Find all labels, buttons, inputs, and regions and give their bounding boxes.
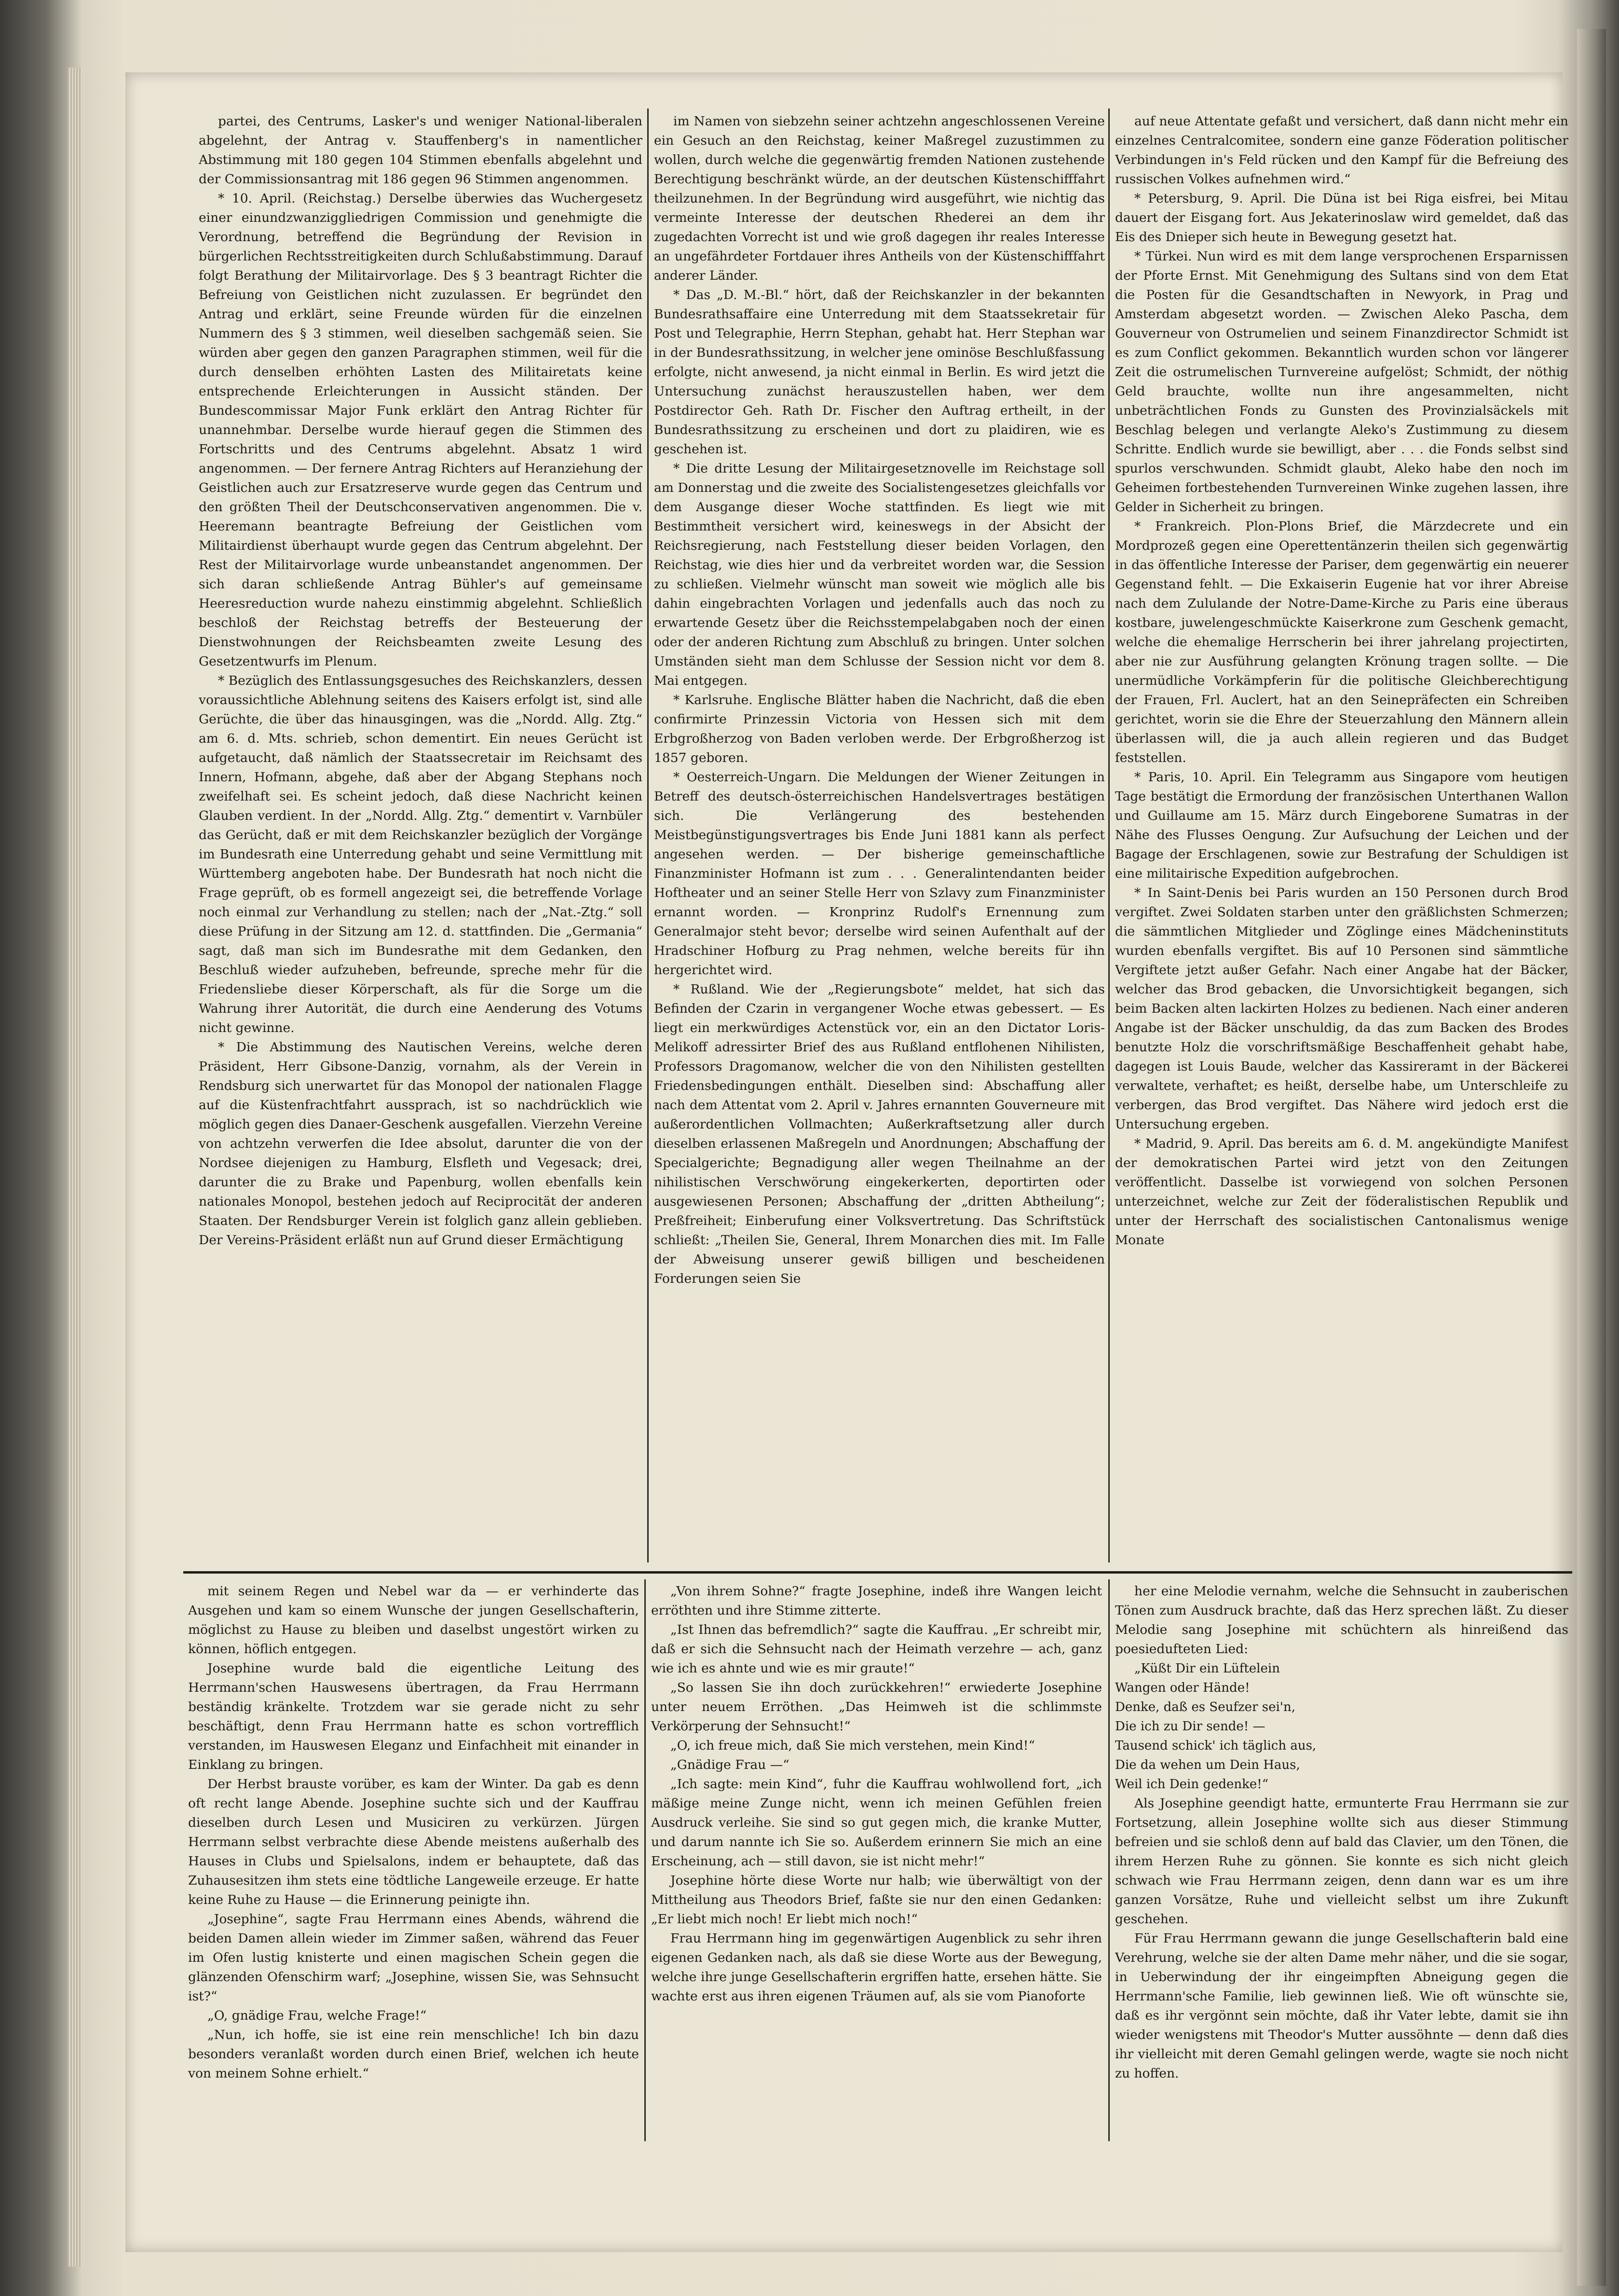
article-paragraph: Als Josephine geendigt hatte, ermunterte Frau Herrmann sie zur Fortsetzung, allein Josephine wollte sich aus dieser Stimmung befreien und sie schloß denn auf bald das Clavier, um den Tönen, die ihrem Herzen Ruhe zu gönnen. Sie konnte es sich nicht gleich schwach wie Frau Herrmann zeigen, denn dann war es um ihre ganzen Vorsätze, Ruhe und vielleicht selbst um ihre Zukunft geschehen. <box>1115 1796 1568 1927</box>
article-paragraph: „Josephine“, sagte Frau Herrmann eines Abends, während die beiden Damen allein wieder im Zimmer saßen, während das Feuer im Ofen lustig knisterte und einen magischen Schein gegen die glänzenden Ofenschirm warf; „Josephine, wissen Sie, was Sehnsucht ist?“ <box>188 1912 639 2004</box>
article-paragraph: Der Herbst brauste vorüber, es kam der Winter. Da gab es denn oft recht lange Abende. Josephine suchte sich und der Kauffrau dieselben durch Lesen und Musiciren zu verkürzen. Jürgen Herrmann selbst verbrachte diese Abende meistens außerhalb des Hauses in Clubs und Spielsalons, indem er behauptete, daß das Zuhausesitzen ihm stets eine tödtliche Langeweile erzeuge. Er hatte keine Ruhe zu Hause — die Erinnerung peinigte ihn. <box>188 1777 639 1907</box>
article-paragraph: „Ich sagte: mein Kind“, fuhr die Kauffrau wohlwollend fort, „ich mäßige meine Zunge nicht, wenn ich meinen Gefühlen freien Ausdruck verleihe. Sie sind so gut gegen mich, die kranke Mutter, und darum nannte ich Sie so. Außerdem erinnern Sie mich an eine Erscheinung, ach — still davon, sie ist nicht mehr!“ <box>651 1777 1102 1869</box>
article-paragraph: her eine Melodie vernahm, welche die Sehnsucht in zauberischen Tönen zum Ausdruck brachte, daß das Herz sprechen läßt. Zu dieser Melodie sang Josephine mit schüchtern als hinreißend das poesiedufteten Lied: <box>1115 1584 1568 1657</box>
article-paragraph: „O, gnädige Frau, welche Frage!“ <box>207 2008 427 2023</box>
article-paragraph: * Die dritte Lesung der Militairgesetznovelle im Reichstage soll am Donnerstag und die zweite des Socialistengesetzes gleichfalls vor dem Ausgange dieser Woche stattfinden. Es liegt wie mit Bestimmtheit versichert wird, keineswegs in der Absicht der Reichsregierung, nach Feststellung dieser beiden Vorlagen, den Reichstag, wie dies hier und da verbreitet worden war, die Session zu schließen. Vielmehr wünscht man soweit wie möglich alle bis dahin eingebrachten Vorlagen und jedenfalls auch das noch zu erwartende Gesetz über die Reichsstempelabgaben noch der einen oder der anderen Richtung zum Abschluß zu bringen. Unter solchen Umständen sieht man dem Schlusse der Session nicht vor dem 8. Mai entgegen. <box>654 461 1105 688</box>
article-paragraph: Josephine hörte diese Worte nur halb; wie überwältigt von der Mittheilung aus Theodors Brief, faßte sie nur den einen Gedanken: „Er liebt mich noch! Er liebt mich noch!“ <box>651 1873 1102 1927</box>
article-paragraph: Für Frau Herrmann gewann die junge Gesellschafterin bald eine Verehrung, welche sie der alten Dame mehr näher, und die sie sogar, in Ueberwindung der ihr eingeimpften Abneigung gegen die Herrmann'sche Familie, lieb gewinnen ließ. Wie oft wünschte sie, daß es ihr vergönnt sein möchte, daß ihr Vater lebte, damit sie ihn wieder wenigstens mit Theodor's Mutter aussöhnte — denn daß dies ihr vielleicht mit deren Gemahl gelingen werde, wagte sie noch nicht zu hoffen. <box>1115 1931 1568 2081</box>
article-paragraph: „O, ich freue mich, daß Sie mich verstehen, mein Kind!“ <box>670 1738 1035 1753</box>
article-paragraph: „Von ihrem Sohne?“ fragte Josephine, indeß ihre Wangen leicht erröthten und ihre Stimme zitterte. <box>651 1584 1102 1618</box>
article-paragraph: * Oesterreich-Ungarn. Die Meldungen der Wiener Zeitungen in Betreff des deutsch-österreichischen Handelsvertrages bestätigen sich. Die Verlängerung des bestehenden Meistbegünstigungsvertrages bis Ende Juni 1881 kann als perfect angesehen werden. — Der bisherige gemeinschaftliche Finanzminister Hofmann ist zum . . . Generalintendanten beider Hoftheater und an seiner Stelle Herr von Szlavy zum Finanzminister ernannt worden. — Kronprinz Rudolf's Ernennung zum Generalmajor steht bevor; derselbe wird seinen Aufenthalt auf der Hradschiner Hofburg zu Prag nehmen, welche bereits für ihn hergerichtet wird. <box>654 770 1105 978</box>
article-paragraph: auf neue Attentate gefaßt und versichert, daß dann nicht mehr ein einzelnes Centralcomitee, sondern eine ganze Föderation politischer Verbindungen in's Feld rücken und den Kampf für die Befreiung des russischen Volkes aufnehmen wird.“ <box>1115 114 1568 187</box>
article-paragraph: „So lassen Sie ihn doch zurückkehren!“ erwiederte Josephine unter neuem Erröthen. „Das Heimweh ist die schlimmste Verkörperung der Sehnsucht!“ <box>651 1680 1102 1734</box>
article-paragraph: Josephine wurde bald die eigentliche Leitung des Herrmann'schen Hauswesens übertragen, da Frau Herrmann beständig kränkelte. Trotzdem war sie gerade nicht zu sehr beschäftigt, denn Frau Herrmann hatte es schon vortrefflich verstanden, im Hauswesen Eleganz und Einfachheit mit einander in Einklang zu bringen. <box>188 1661 639 1772</box>
column-rule <box>1108 1579 1110 2141</box>
article-paragraph: * Bezüglich des Entlassungsgesuches des Reichskanzlers, dessen voraussichtliche Ablehnung seitens des Kaisers erfolgt ist, sind alle Gerüchte, die über das hinausgingen, was die „Nordd. Allg. Ztg.“ am 6. d. Mts. schrieb, schon dementirt. Ein neues Gerücht ist aufgetaucht, daß nämlich der Staatssecretair im Reichsamt des Innern, Hofmann, abgehe, daß aber der Abgang Stephans noch zweifelhaft sei. Es scheint jedoch, daß diese Nachricht keinen Glauben verdient. In der „Nordd. Allg. Ztg.“ dementirt v. Varnbüler das Gerücht, daß er mit dem Reichskanzler bezüglich der Vorgänge im Bundesrath eine Unterredung gehabt und seine Vermittlung mit Württemberg angeboten habe. Der Bundesrath hat noch nicht die Frage geprüft, ob es formell angezeigt sei, die betreffende Vorlage noch einmal zur Verhandlung zu stellen; nach der „Nat.-Ztg.“ soll diese Prüfung in der Sitzung am 12. d. stattfinden. Die „Germania“ sagt, daß man sich im Bundesrathe mit dem Gedanken, den Beschluß wieder aufzuheben, befreunde, spreche mehr für die Friedensliebe dieser Körperschaft, als für die Sorge um die Wahrung ihrer Autorität, die durch eine Aenderung des Votums nicht gewinne. <box>199 673 642 1035</box>
article-paragraph: * In Saint-Denis bei Paris wurden an 150 Personen durch Brod vergiftet. Zwei Soldaten starben unter den gräßlichsten Schmerzen; die sämmtlichen Mitglieder und Zöglinge eines Mädcheninstituts wurden ebenfalls vergiftet. Bis auf 10 Personen sind sämmtliche Vergiftete jetzt außer Gefahr. Nach einer Angabe hat der Bäcker, welcher das Brod gebacken, die Unvorsichtigkeit begangen, sich beim Backen alten lackirten Holzes zu bedienen. Nach einer anderen Angabe ist der Bäcker unschuldig, da das zum Backen des Brodes benutzte Holz die vorschriftsmäßige Beschaffenheit gehabt habe, dagegen ist Louis Baude, welcher das Kassireramt in der Bäckerei verwaltete, verhaftet; es heißt, derselbe habe, um Unterschleife zu verbergen, das Brod vergiftet. Das Nähere wird jedoch erst die Untersuchung ergeben. <box>1115 885 1568 1132</box>
article-paragraph: „Gnädige Frau —“ <box>670 1757 789 1772</box>
article-paragraph: Frau Herrmann hing im gegenwärtigen Augenblick zu sehr ihren eigenen Gedanken nach, als daß sie diese Worte aus der Bewegung, welche ihre junge Gesellschafterin ergriffen hatte, ersehen hätte. Sie wachte erst aus ihren eigenen Träumen auf, als sie vom Pianoforte <box>651 1931 1102 2004</box>
article-paragraph: * Das „D. M.-Bl.“ hört, daß der Reichskanzler in der bekannten Bundesrathsaffaire eine Unterredung mit dem Staatssekretair für Post und Telegraphie, Herrn Stephan, gehabt hat. Herr Stephan war in der Bundesrathssitzung, in welcher jene ominöse Beschlußfassung erfolgte, nicht anwesend, ja nicht einmal in Berlin. Es wird jetzt die Untersuchung zunächst herauszustellen haben, wer dem Postdirector Geh. Rath Dr. Fischer den Auftrag ertheilt, in der Bundesrathssitzung zu erscheinen und dort zu plaidiren, wie es geschehen ist. <box>654 287 1105 457</box>
feuilleton-column-1 <box>188 1582 639 2141</box>
column-rule <box>647 109 649 1562</box>
page-edge-right <box>1577 29 1606 2286</box>
article-paragraph: * Paris, 10. April. Ein Telegramm aus Singapore vom heutigen Tage bestätigt die Ermordung der französischen Unterthanen Wallon und Guillaume am 15. März durch Eingeborene Sumatras in der Nähe des Flusses Oengung. Zur Aufsuchung der Leichen und der Bagage der Erschlagenen, sowie zur Bestrafung der Schuldigen ist eine militairische Expedition aufgebrochen. <box>1115 770 1568 881</box>
feuilleton-separator <box>183 1571 1572 1574</box>
article-paragraph: mit seinem Regen und Nebel war da — er verhinderte das Ausgehen und kam so einem Wunsche der jungen Gesellschafterin, möglichst zu Hause zu bleiben und daselbst ungestört wirken zu können, höflich entgegen. <box>188 1584 639 1657</box>
poem-stanza: „Küßt Dir ein Lüftelein Wangen oder Hände! Denke, daß es Seufzer sei'n, Die ich zu Dir sende! — Tausend schick' ich täglich aus, Die da wehen um Dein Haus, Weil ich Dein gedenke!“ <box>1115 1661 1317 1792</box>
news-column-2 <box>654 112 1105 1563</box>
article-paragraph: * Madrid, 9. April. Das bereits am 6. d. M. angekündigte Manifest der demokratischen Partei wird jetzt von den Zeitungen veröffentlicht. Dasselbe ist vorwiegend von solchen Personen unterzeichnet, welche zur Zeit der föderalistischen Republik und unter der Herrschaft des socialistischen Cantonalismus wenige Monate <box>1115 1136 1568 1248</box>
article-paragraph: * 10. April. (Reichstag.) Derselbe überwies das Wuchergesetz einer einundzwanziggliedrigen Commission und genehmigte die Verordnung, betreffend die Begründung der Revision in bürgerlichen Rechtsstreitigkeiten durch Schlußabstimmung. Darauf folgt Berathung der Militairvorlage. Des § 3 beantragt Richter die Befreiung von Geistlichen nicht zuzulassen. Er begründet den Antrag und erklärt, seine Freunde würden für die einzelnen Nummern des § 3 stimmen, weil dieselben sachgemäß seien. Sie würden aber gegen den ganzen Paragraphen stimmen, weil für die durch denselben erhöhten Lasten des Militairetats keine entsprechende Erleichterungen in Aussicht ständen. Der Bundescommissar Major Funk erklärt den Antrag Richter für unannehmbar. Derselbe wurde hierauf gegen die Stimmen des Fortschritts und des Centrums abgelehnt. Absatz 1 wird angenommen. — Der fernere Antrag Richters auf Heranziehung der Geistlichen auch zur Ersatzreserve wurde gegen das Centrum und den größten Theil der Deutschconservativen angenommen. Die v. Heeremann beantragte Befreiung der Geistlichen vom Militairdienst überhaupt wurde gegen das Centrum abgelehnt. Der Rest der Militairvorlage wurde unbeanstandet angenommen. Der sich daran schließende Antrag Bühler's auf gemeinsame Heeresreduction wurde nahezu einstimmig abgelehnt. Schließlich beschloß der Reichstag betreffs der Besteuerung der Dienstwohnungen der Reichsbeamten zweite Lesung des Gesetzentwurfs im Plenum. <box>199 191 642 669</box>
column-rule <box>644 1579 646 2141</box>
feuilleton-column-2 <box>651 1582 1102 2141</box>
news-column-3 <box>1115 112 1568 1563</box>
page-stack-edge-left <box>68 68 82 2267</box>
feuilleton-column-3 <box>1115 1582 1568 2141</box>
article-paragraph: * Türkei. Nun wird es mit dem lange versprochenen Ersparnissen der Pforte Ernst. Mit Genehmigung des Sultans sind von dem Etat die Posten für die Gesandtschaften in Newyork, in Prag und Amsterdam abgesetzt worden. — Zwischen Aleko Pascha, dem Gouverneur von Ostrumelien und seinem Finanzdirector Schmidt ist es zum Conflict gekommen. Bekanntlich wurden schon vor längerer Zeit die ostrumelischen Turnvereine aufgelöst; Schmidt, der nöthig Geld brauchte, wollte nun ihre angesammelten, nicht unbeträchtlichen Fonds zu Gunsten des Provinzialsäckels mit Beschlag belegen und verlangte Aleko's Zustimmung zu diesem Schritte. Endlich wurde sie bewilligt, aber . . . die Fonds selbst sind spurlos verschwunden. Schmidt glaubt, Aleko habe den noch im Geheimen fortbestehenden Turnvereinen Winke zugehen lassen, ihre Gelder in Sicherheit zu bringen. <box>1115 249 1568 515</box>
article-paragraph: „Nun, ich hoffe, sie ist eine rein menschliche! Ich bin dazu besonders veranlaßt worden durch einen Brief, welchen ich heute von meinem Sohne erhielt.“ <box>188 2027 639 2081</box>
article-paragraph: * Die Abstimmung des Nautischen Vereins, welche deren Präsident, Herr Gibsone-Danzig, vornahm, als der Verein in Rendsburg sich unerwartet für das Monopol der nationalen Flagge auf die Küstenfrachtfahrt aussprach, ist so nachdrücklich wie möglich gegen dies Danaer-Geschenk ausgefallen. Vierzehn Vereine von achtzehn verwerfen die Idee absolut, darunter die von der Nordsee diejenigen zu Hamburg, Elsfleth und Vegesack; drei, darunter die zu Brake und Papenburg, wollen ebenfalls kein nationales Monopol, bestehen jedoch auf Reciprocität der anderen Staaten. Der Rendsburger Verein ist folglich ganz allein geblieben. Der Vereins-Präsident erläßt nun auf Grund dieser Ermächtigung <box>199 1040 642 1248</box>
article-paragraph: * Rußland. Wie der „Regierungsbote“ meldet, hat sich das Befinden der Czarin in vergangener Woche etwas gebessert. — Es liegt ein merkwürdiges Actenstück vor, ein an den Dictator Loris-Melikoff adressirter Brief des aus Rußland entflohenen Nihilisten, Professors Dragomanow, welcher die von den Nihilisten gestellten Friedensbedingungen enthält. Dieselben sind: Abschaffung aller nach dem Attentat vom 2. April v. Jahres ernannten Gouverneure mit außerordentlichen Vollmachten; Außerkraftsetzung aller durch dieselben erlassenen Maßregeln und Anordnungen; Abschaffung der Specialgerichte; Begnadigung aller wegen Theilnahme an der nihilistischen Verschwörung eingekerkerten, deportirten oder ausgewiesenen Personen; Abschaffung der „dritten Abtheilung“; Preßfreiheit; Einberufung einer Volksvertretung. Das Schriftstück schließt: „Theilen Sie, General, Ihrem Monarchen dies mit. Im Falle der Abweisung unserer gewiß billigen und bescheidenen Forderungen seien Sie <box>654 982 1105 1286</box>
article-paragraph: * Petersburg, 9. April. Die Düna ist bei Riga eisfrei, bei Mitau dauert der Eisgang fort. Aus Jekaterinoslaw wird gemeldet, daß das Eis des Dnieper sich heute in Bewegung gesetzt hat. <box>1115 191 1568 245</box>
news-column-1 <box>199 112 642 1563</box>
article-paragraph: partei, des Centrums, Lasker's und weniger National-liberalen abgelehnt, der Antrag v. Stauffenberg's in namentlicher Abstimmung mit 180 gegen 104 Stimmen ebenfalls abgelehnt und der Commissionsantrag mit 186 gegen 96 Stimmen angenommen. <box>199 114 642 187</box>
column-rule <box>1108 109 1110 1562</box>
article-paragraph: „Ist Ihnen das befremdlich?“ sagte die Kauffrau. „Er schreibt mir, daß er sich die Sehnsucht nach der Heimath verzehre — ach, ganz wie ich es ahnte und wie es mir graute!“ <box>651 1622 1102 1676</box>
article-paragraph: * Frankreich. Plon-Plons Brief, die Märzdecrete und ein Mordprozeß gegen eine Operettentänzerin theilen sich gegenwärtig in das öffentliche Interesse der Pariser, dem gegenwärtig ein neuerer Gegenstand fehlt. — Die Exkaiserin Eugenie hat vor ihrer Abreise nach dem Zululande der Notre-Dame-Kirche zu Paris eine überaus kostbare, juwelengeschmückte Kaiserkrone zum Geschenk gemacht, welche die ehemalige Herrscherin bei ihrer jahrelang projectirten, aber nie zur Ausführung gelangten Krönung tragen sollte. — Die unermüdliche Vorkämpferin für die politische Gleichberechtigung der Frauen, Frl. Auclert, hat an den Seinepräfecten ein Schreiben gerichtet, worin sie die Ehre der Steuerzahlung den Männern allein überlassen will, die ja auch allein regieren und das Budget feststellen. <box>1115 519 1568 765</box>
article-paragraph: * Karlsruhe. Englische Blätter haben die Nachricht, daß die eben confirmirte Prinzessin Victoria von Hessen sich mit dem Erbgroßherzog von Baden verloben werde. Der Erbgroßherzog ist 1857 geboren. <box>654 693 1105 765</box>
article-paragraph: im Namen von siebzehn seiner achtzehn angeschlossenen Vereine ein Gesuch an den Reichstag, keiner Maßregel zuzustimmen zu wollen, durch welche die gegenwärtig fremden Nationen zustehende Berechtigung beschränkt würde, an der deutschen Küstenschifffahrt theilzunehmen. In der Begründung wird ausgeführt, wie nichtig das vermeinte Interesse der deutschen Rhederei an dem ihr zugedachten Vorrecht ist und wie groß dagegen ihr reales Interesse an ungefährdeter Fortdauer ihres Antheils von der Küstenschifffahrt anderer Länder. <box>654 114 1105 283</box>
